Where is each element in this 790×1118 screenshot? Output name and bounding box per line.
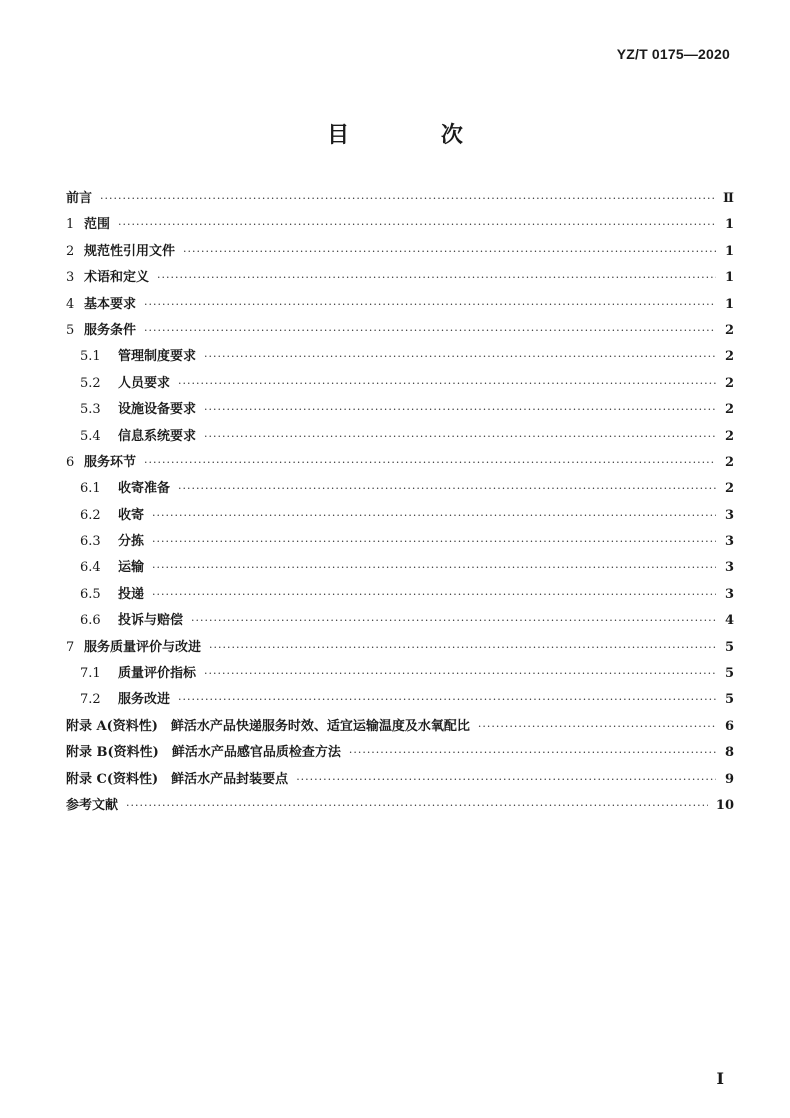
toc-entry-page: 2	[724, 454, 734, 470]
toc-entry-number: 6.1	[80, 481, 101, 497]
toc-entry-5-2[interactable]	[66, 371, 734, 397]
toc-entry-label: 术语和定义	[84, 270, 150, 286]
leader-dots	[152, 582, 716, 608]
toc-entry-page: 3	[724, 560, 734, 576]
toc-entry-5[interactable]	[66, 318, 734, 344]
toc-entry-number: 6	[66, 454, 75, 470]
toc-entry-number: 6.2	[80, 507, 101, 523]
toc-entry-3[interactable]	[66, 265, 734, 291]
toc-entry-label: 收寄	[118, 507, 145, 523]
leader-dots	[118, 212, 716, 238]
toc-entry-label: 服务质量评价与改进	[84, 639, 202, 655]
toc-entry-label: 设施设备要求	[118, 402, 197, 418]
toc-entry-6-1[interactable]	[66, 476, 734, 502]
toc-entry-appendix-a[interactable]	[66, 714, 734, 740]
toc-entry-label: 服务条件	[84, 322, 137, 338]
leader-dots	[204, 397, 716, 423]
leader-dots	[152, 529, 716, 555]
toc-entry-number: 5.2	[80, 375, 101, 391]
leader-dots	[204, 344, 716, 370]
leader-dots	[157, 265, 716, 291]
toc-entry-label: 参考文献	[66, 797, 119, 813]
toc-entry-6-5[interactable]	[66, 582, 734, 608]
toc-entry-label: 前言	[66, 191, 93, 206]
toc-entry-6-4[interactable]	[66, 555, 734, 581]
leader-dots	[100, 186, 715, 212]
toc-entry-label: 附录 B(资料性) 鲜活水产品感官品质检查方法	[66, 745, 341, 761]
toc-entry-page: 3	[724, 586, 734, 602]
leader-dots	[478, 714, 716, 740]
toc-entry-page: 1	[724, 296, 734, 312]
leader-dots	[152, 555, 716, 581]
toc-entry-page: 2	[724, 428, 734, 444]
page-title: 目 次	[327, 122, 505, 148]
toc-entry-page: 8	[724, 745, 734, 761]
toc-entry-5-4[interactable]	[66, 424, 734, 450]
toc-entry-page: 2	[724, 322, 734, 338]
toc-entry-7-1[interactable]	[66, 661, 734, 687]
leader-dots	[144, 292, 716, 318]
leader-dots	[349, 740, 716, 766]
leader-dots	[178, 371, 716, 397]
toc-entry-2[interactable]	[66, 239, 734, 265]
toc-entry-label: 运输	[118, 560, 145, 576]
toc-entry-number: 6.5	[80, 586, 101, 602]
toc-entry-appendix-c[interactable]	[66, 767, 734, 793]
toc-entry-number: 6.3	[80, 534, 101, 550]
toc-entry-page: 5	[724, 692, 734, 708]
toc-entry-page: 2	[724, 375, 734, 391]
toc-entry-label: 信息系统要求	[118, 428, 197, 444]
toc-entry-label: 人员要求	[118, 375, 171, 391]
standard-code: YZ/T 0175—2020	[616, 46, 730, 62]
toc-entry-number: 5	[66, 322, 75, 338]
toc-entry-6-6[interactable]	[66, 608, 734, 634]
toc-entry-page: 1	[724, 270, 734, 286]
toc-entry-5-3[interactable]	[66, 397, 734, 423]
toc-entry-number: 5.3	[80, 402, 101, 418]
leader-dots	[204, 661, 716, 687]
toc-entry-6-2[interactable]	[66, 503, 734, 529]
toc-entry-page: 2	[724, 481, 734, 497]
toc-entry-label: 投诉与赔偿	[118, 613, 184, 629]
toc-entry-number: 7	[66, 639, 75, 655]
toc-entry-label: 附录 C(资料性) 鲜活水产品封装要点	[66, 771, 289, 787]
toc-entry-page: 1	[724, 217, 734, 233]
toc-entry-label: 规范性引用文件	[84, 243, 176, 259]
toc-entry-bibliography[interactable]	[66, 793, 734, 819]
leader-dots	[296, 767, 716, 793]
toc-entry-number: 5.1	[80, 349, 101, 365]
leader-dots	[144, 318, 716, 344]
toc-entry-page: 6	[724, 718, 734, 734]
toc-entry-number: 7.2	[80, 692, 101, 708]
leader-dots	[204, 424, 716, 450]
toc-entry-5-1[interactable]	[66, 344, 734, 370]
toc-entry-6-3[interactable]	[66, 529, 734, 555]
table-of-contents	[66, 186, 734, 819]
toc-entry-number: 6.6	[80, 613, 101, 629]
toc-entry-page: 2	[724, 402, 734, 418]
toc-entry-number: 1	[66, 217, 75, 233]
toc-entry-label: 质量评价指标	[118, 666, 197, 682]
toc-entry-label: 分拣	[118, 534, 145, 550]
toc-entry-label: 收寄准备	[118, 481, 171, 497]
toc-entry-4[interactable]	[66, 292, 734, 318]
toc-entry-page: 4	[724, 613, 734, 629]
toc-entry-number: 6.4	[80, 560, 101, 576]
toc-entry-1[interactable]	[66, 212, 734, 238]
toc-entry-page: 3	[724, 534, 734, 550]
toc-entry-number: 3	[66, 270, 75, 286]
toc-entry-page: Ⅱ	[723, 191, 734, 206]
toc-entry-7[interactable]	[66, 635, 734, 661]
toc-entry-page: 9	[724, 771, 734, 787]
page-number: I	[716, 1069, 724, 1088]
toc-entry-page: 5	[724, 639, 734, 655]
toc-entry-label: 附录 A(资料性) 鲜活水产品快递服务时效、适宜运输温度及水氧配比	[66, 718, 470, 734]
toc-entry-label: 基本要求	[84, 296, 137, 312]
leader-dots	[178, 687, 716, 713]
toc-entry-number: 7.1	[80, 666, 101, 682]
leader-dots	[191, 608, 716, 634]
toc-entry-number: 2	[66, 243, 75, 259]
toc-entry-6[interactable]	[66, 450, 734, 476]
leader-dots	[152, 503, 716, 529]
toc-entry-label: 范围	[84, 217, 111, 233]
toc-entry-appendix-b[interactable]	[66, 740, 734, 766]
leader-dots	[209, 635, 716, 661]
toc-entry-label: 投递	[118, 586, 145, 602]
toc-entry-number: 4	[66, 296, 75, 312]
leader-dots	[126, 793, 708, 819]
leader-dots	[183, 239, 716, 265]
toc-entry-page: 2	[724, 349, 734, 365]
toc-entry-number: 5.4	[80, 428, 101, 444]
toc-entry-7-2[interactable]	[66, 687, 734, 713]
toc-entry-page: 1	[724, 243, 734, 259]
leader-dots	[178, 476, 716, 502]
toc-entry-page: 10	[715, 797, 734, 813]
leader-dots	[144, 450, 716, 476]
toc-entry-label: 服务改进	[118, 692, 171, 708]
toc-entry-page: 5	[724, 666, 734, 682]
toc-entry-label: 服务环节	[84, 454, 137, 470]
toc-entry-label: 管理制度要求	[118, 349, 197, 365]
toc-entry-page: 3	[724, 507, 734, 523]
toc-entry-preface[interactable]	[66, 186, 734, 212]
